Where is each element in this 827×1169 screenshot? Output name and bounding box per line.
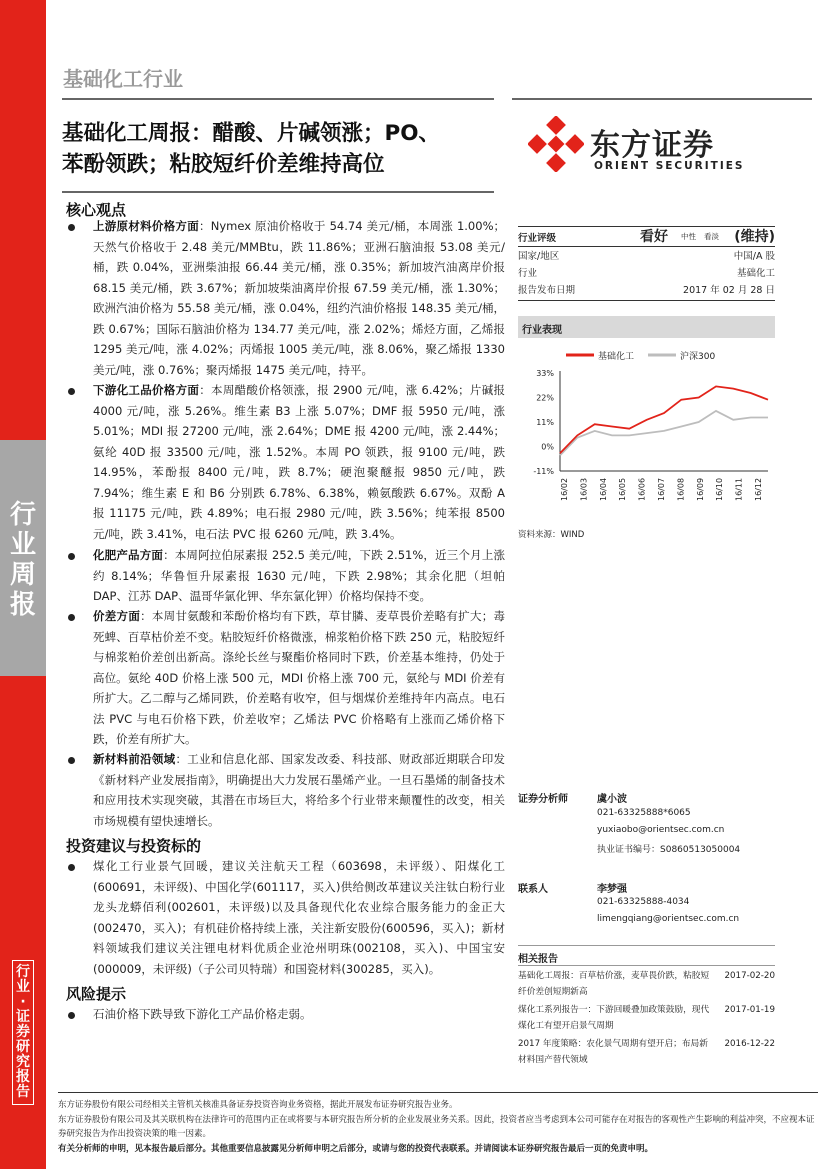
analyst-email[interactable]: yuxiaobo@orientsec.com.cn: [597, 825, 725, 835]
series-char: 证: [16, 1009, 30, 1025]
x-tick-label: 16/09: [695, 477, 705, 501]
rating-status: (维持): [734, 229, 775, 245]
analyst-phone: 021-63325888*6065: [597, 808, 691, 818]
perf-source: 资料来源：WIND: [518, 530, 585, 540]
series-char: 研: [16, 1039, 30, 1055]
legend-label: 基础化工: [598, 352, 635, 362]
footer-line-2: 东方证券股份有限公司及其关联机构在法律许可的范围内正在或将要与本研究报告所分析的企业发展业务关系。因此，投资者应当考虑到本公司可能存在对报告的客观性产生影响的利益冲突，不应视本证券研究报告为作出投资决策的唯一因素。: [58, 1114, 815, 1139]
new-material-paragraph: [93, 749, 505, 831]
related-item-title: 煤化工系列报告一：下游回暖叠加政策鼓励，现代煤化工有望开启景气周期: [518, 1005, 710, 1031]
brand-name-cn: 东方证券: [590, 128, 714, 163]
header-rule: [62, 98, 494, 100]
x-tick-label: 16/08: [676, 477, 686, 501]
bullet-icon: [68, 1012, 75, 1019]
analyst-name: 虞小波: [597, 794, 627, 805]
spread-text: ：本周甘氨酸和苯酚价格均有下跌，草甘膦、麦草畏价差略有扩大；毒死蜱、百草枯价差不变。粘胶短纤价格微涨，棉浆粕价格下跌 250 元，粘胶短纤与棉浆粕价差创出新高。涤纶长丝与聚酯价格同时下跌，价差基本维持，仍处于高位。氨纶 40D 价格上涨 500 元，MDI 价格上涨 700 元，氨纶与 MDI 价差有所扩大。乙二醇与乙烯同跌，价差略有收窄，但与烟煤价差维持年内高点。电石法 PVC 与电石价格下跌，价差收窄；乙烯法 PVC 价格略有上涨而乙烯价格下跌，价差有所扩大。: [93, 609, 506, 746]
risk-heading: 风险提示: [66, 985, 127, 1003]
fertilizer-label: 化肥产品方面: [93, 548, 164, 562]
bullet-icon: [68, 757, 75, 764]
related-rule: [518, 965, 775, 966]
downstream-text: ：本周醋酸价格领涨，报 2900 元/吨，涨 6.42%；片碱报 4000 元/吨，涨 5.26%。维生素 B3 上涨 5.07%；DMF 报 5950 元/吨，涨 5.01%；MDI 报 27200 元/吨，涨 2.64%；DME 报 4200 元/吨，涨 2.44%；氨纶 40D 报 33500 元/吨，涨 1.52%。本周 PO 领跌，报 9100 元/吨，跌 14.95%，苯酚报 8400 元/吨，跌 8.7%；硬泡聚醚报 9850 元/吨，跌 7.94%；维生素 E 和 B6 分别跌 6.78%、6.38%，赖氨酸跌 6.67%。双酚 A 报 11175 元/吨，跌 4.89%；电石报 2980 元/吨，跌 3.56%；纯苯报 8500 元/吨，跌 3.41%，电石法 PVC 报 6260 元/吨，跌 3.4%。: [93, 383, 505, 541]
report-type-char: 业: [9, 530, 36, 560]
rating-label: 行业评级: [518, 233, 557, 244]
y-tick-label: 22%: [536, 393, 554, 403]
series-label: [0, 960, 46, 1105]
spread-label: 价差方面: [93, 609, 141, 623]
analyst-label: 证券分析师: [518, 794, 568, 805]
rating-row-label: 行业: [518, 268, 538, 279]
report-type-label: [0, 500, 46, 620]
bullet-icon: [68, 614, 75, 621]
contact-name: 李梦强: [597, 884, 627, 895]
downstream-label: 下游化工品价格方面: [93, 383, 200, 397]
rating-row-value: 2017 年 02 月 28 日: [683, 285, 775, 296]
new-material-label: 新材料前沿领域: [93, 752, 176, 766]
related-item-date: 2017-01-19: [724, 1005, 775, 1015]
rating-row-label: 国家/地区: [518, 251, 560, 262]
rating-row-date: [518, 282, 775, 299]
risk-text: 石油价格下跌导致下游化工产品价格走弱。: [93, 1007, 312, 1021]
invest-text: 煤化工行业景气回暖，建议关注航天工程（603698，未评级）、阳煤化工(600691，未评级)、中国化学(601117，买入)供给侧改革建议关注钛白粉行业龙头龙蟒佰利(002601，未评级)以及具备现代化农业综合服务能力的金正大(002470，买入)；有机硅价格持续上涨，关注新安股份(600596，买入)；新材料领域我们建议关注锂电材料优质企业沧州明珠(002108，买入)、中国宝安(000009，未评级)（子公司贝特瑞）和国瓷材料(300285，买入)。: [93, 859, 505, 976]
new-material-text: ：工业和信息化部、国家发改委、科技部、财政部近期联合印发《新材料产业发展指南》，明确提出大力发展石墨烯产业。一旦石墨烯的制备技术和应用技术实现突破，其潜在市场巨大，将给多个行业带来颠覆性的改变，相关市场规模有望快速增长。: [93, 752, 506, 828]
y-tick-label: 11%: [536, 418, 554, 427]
x-tick-label: 16/05: [618, 477, 628, 501]
related-item-title: 2017 年度策略：农化景气周期有望开启；布局新材料国产替代领域: [518, 1039, 708, 1065]
fertilizer-paragraph: [93, 545, 505, 607]
related-item-title: 基础化工周报：百草枯价涨，麦草畏价跌，粘胶短纤价差创短期新高: [518, 971, 710, 997]
bullet-icon: [68, 224, 75, 231]
downstream-paragraph: [93, 380, 505, 544]
y-tick-label: -11%: [533, 467, 554, 476]
y-tick-label: 33%: [536, 369, 554, 378]
report-type-char: 行: [9, 500, 36, 530]
sector-name: 基础化工行业: [63, 67, 183, 91]
series-char: 究: [16, 1054, 30, 1070]
core-heading: 核心观点: [66, 201, 127, 219]
series-char: 报: [16, 1069, 30, 1085]
series-line: [560, 411, 768, 456]
title-rule: [62, 191, 494, 193]
rating-alt-bearish: 看淡: [704, 232, 719, 241]
related-item-date: 2017-02-20: [724, 971, 775, 981]
footer-line-3: 有关分析师的申明，见本报告最后部分。其他重要信息披露见分析师申明之后部分，或请与您的投资代表联系。并请阅读本证券研究报告最后一页的免责申明。: [58, 1143, 654, 1154]
contact-label: 联系人: [518, 884, 548, 895]
page-title: [62, 118, 502, 180]
upstream-label: 上游原材料价格方面: [93, 219, 199, 233]
bullet-icon: [68, 864, 75, 871]
footer-rule: [58, 1092, 818, 1093]
x-tick-label: 16/06: [637, 477, 647, 501]
rating-alt-neutral: 中性: [681, 232, 696, 241]
related-item[interactable]: [518, 1002, 775, 1034]
title-line-2: 苯酚领跌；粘胶短纤价差维持高位: [62, 152, 385, 177]
y-tick-label: 0%: [541, 442, 554, 452]
rating-row-value: 中国/A 股: [733, 251, 775, 262]
perf-heading-bar: [518, 316, 775, 338]
brand-logo-icon: [528, 116, 584, 172]
bullet-icon: [68, 388, 75, 395]
rating-row-region: [518, 248, 775, 265]
industry-performance-chart: [518, 345, 775, 520]
rating-row-value: 基础化工: [736, 268, 775, 279]
related-item[interactable]: [518, 968, 775, 1000]
report-type-char: 周: [9, 560, 36, 590]
series-char: 行: [16, 964, 30, 980]
rating-rule: [518, 300, 775, 301]
series-char: ·: [20, 994, 26, 1010]
rating-row: [518, 226, 775, 246]
report-type-char: 报: [9, 590, 36, 620]
x-tick-label: 16/11: [734, 477, 744, 501]
bullet-icon: [68, 553, 75, 560]
related-rule: [518, 945, 775, 946]
series-char: 告: [16, 1084, 30, 1100]
rating-row-label: 报告发布日期: [518, 285, 576, 296]
rating-value: 看好: [640, 229, 668, 245]
title-line-1: 基础化工周报：醋酸、片碱领涨；PO、: [62, 121, 441, 146]
rating-rule: [518, 246, 775, 247]
x-tick-label: 16/03: [579, 477, 589, 501]
upstream-text: ：Nymex 原油价格收于 54.74 美元/桶，本周涨 1.00%；天然气价格收于 2.48 美元/MMBtu，跌 11.86%；亚洲石脑油报 53.08 美元/桶，跌 0.04%，亚洲柴油报 66.44 美元/桶，涨 0.35%；新加坡汽油离岸价报 68.15 美元/桶，跌 3.67%；新加坡柴油离岸价报 67.59 美元/桶，涨 1.30%；欧洲汽油价格为 55.58 美元/桶，涨 0.04%，纽约汽油价格报 148.35 美元/桶，跌 0.67%；国际石脑油价格为 134.77 美元/吨，涨 2.02%；烯烃方面，乙烯报 1295 美元/吨，涨 4.02%；丙烯报 1005 美元/吨，涨 8.06%，聚乙烯报 1330 美元/吨，涨 0.76%；聚丙烯报 1475 美元/吨，持平。: [93, 219, 505, 377]
analyst-cert: 执业证书编号：S0860513050004: [597, 845, 741, 855]
series-char: 业: [16, 979, 30, 995]
footer-line-1: 东方证券股份有限公司经相关主管机关核准具备证券投资咨询业务资格，据此开展发布证券研究报告业务。: [58, 1100, 458, 1110]
perf-heading: 行业表现: [522, 325, 562, 336]
brand-name-en: ORIENT SECURITIES: [594, 160, 745, 172]
x-tick-label: 16/10: [715, 477, 725, 501]
upstream-paragraph: [93, 216, 505, 380]
spread-paragraph: [93, 606, 505, 750]
x-tick-label: 16/04: [598, 477, 608, 501]
x-tick-label: 16/07: [657, 477, 666, 501]
related-item-date: 2016-12-22: [724, 1039, 775, 1049]
rating-row-industry: [518, 265, 775, 282]
related-item[interactable]: [518, 1036, 775, 1068]
invest-heading: 投资建议与投资标的: [66, 837, 202, 855]
header-rule: [512, 98, 812, 100]
legend-label: 沪深300: [680, 352, 716, 362]
footer-disclaimer: [58, 1098, 818, 1156]
contact-phone: 021-63325888-4034: [597, 897, 690, 907]
x-tick-label: 16/12: [754, 477, 763, 501]
related-heading: 相关报告: [518, 954, 558, 965]
contact-email[interactable]: limengqiang@orientsec.com.cn: [597, 914, 740, 924]
x-tick-label: 16/02: [560, 477, 569, 501]
fertilizer-text: ：本周阿拉伯尿素报 252.5 美元/吨，下跌 2.51%，近三个月上涨约 8.14%；华鲁恒升尿素报 1630 元/吨，下跌 2.98%；其余化肥（坦帕 DAP、江苏 DAP、温哥华氯化钾、华东氯化钾）价格均保持不变。: [93, 548, 506, 603]
series-char: 券: [16, 1024, 30, 1040]
